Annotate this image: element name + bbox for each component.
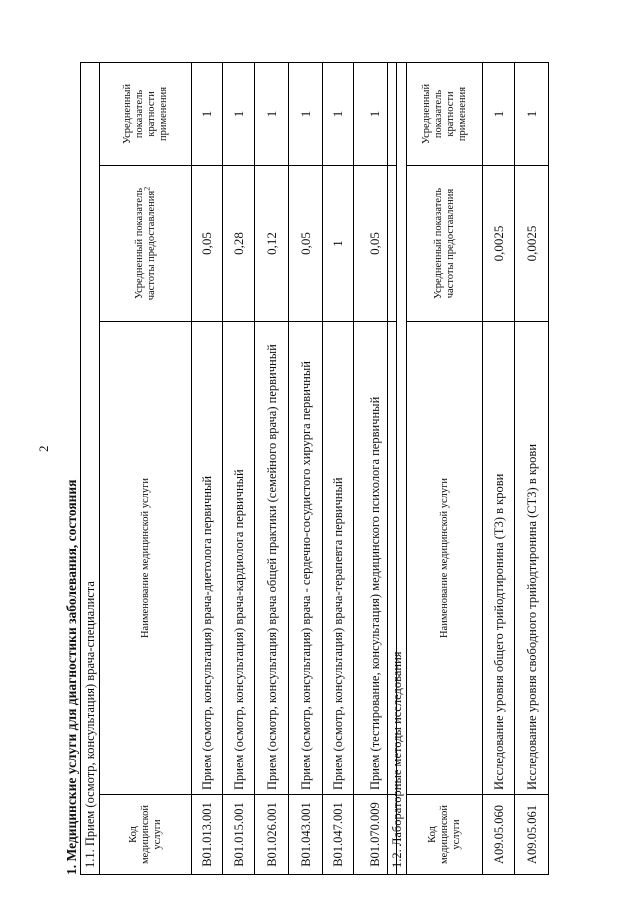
header-name: Наименование медицинской услуги <box>407 322 483 795</box>
table-row <box>289 62 323 874</box>
service-code: A09.05.061 <box>515 795 549 875</box>
footnote-marker: 2 <box>142 186 151 191</box>
multiplicity-value: 1 <box>354 62 397 165</box>
service-name: Прием (осмотр, консультация) врача общей практики (семейного врача) первичный <box>255 322 289 795</box>
service-code: A09.05.060 <box>483 795 515 875</box>
multiplicity-value: 1 <box>515 62 549 165</box>
header-frequency: Усредненный показатель частоты предоставления <box>407 166 483 322</box>
table-row <box>192 62 223 874</box>
service-code: B01.047.001 <box>323 795 354 875</box>
subsection-title: 1.2. Лабораторные методы исследования <box>388 62 407 874</box>
table-row <box>515 62 549 874</box>
frequency-value: 0,05 <box>192 166 223 322</box>
service-code: B01.070.009 <box>354 795 397 875</box>
subsection-title: 1.1. Прием (осмотр, консультация) врача-специалиста <box>81 62 100 874</box>
table-laboratory-methods <box>387 62 549 875</box>
header-frequency <box>100 166 192 322</box>
table-row <box>255 62 289 874</box>
section-title: 1. Медицинские услуги для диагностики заболевания, состояния <box>64 479 79 875</box>
header-frequency-text: Усредненный показатель частоты предоставления <box>133 187 157 301</box>
frequency-value: 1 <box>323 166 354 322</box>
service-name: Исследование уровня общего трийодтиронина (Т3) в крови <box>483 322 515 795</box>
multiplicity-value: 1 <box>289 62 323 165</box>
multiplicity-value: 1 <box>483 62 515 165</box>
table-row <box>483 62 515 874</box>
service-name: Прием (осмотр, консультация) врача-терапевта первичный <box>323 322 354 795</box>
header-name: Наименование медицинской услуги <box>100 322 192 795</box>
frequency-value: 0,28 <box>223 166 255 322</box>
multiplicity-value: 1 <box>255 62 289 165</box>
header-code: Код медицинской услуги <box>407 795 483 875</box>
header-code: Код медицинской услуги <box>100 795 192 875</box>
header-multiplicity: Усредненный показатель кратности применения <box>100 62 192 165</box>
table-header-row <box>407 62 483 874</box>
page-number: 2 <box>36 445 51 452</box>
frequency-value: 0,05 <box>289 166 323 322</box>
frequency-value: 0,05 <box>354 166 397 322</box>
table-row <box>323 62 354 874</box>
header-multiplicity: Усредненный показатель кратности применения <box>407 62 483 165</box>
service-code: B01.013.001 <box>192 795 223 875</box>
frequency-value: 0,12 <box>255 166 289 322</box>
table-row <box>223 62 255 874</box>
multiplicity-value: 1 <box>323 62 354 165</box>
service-name: Прием (осмотр, консультация) врача-кардиолога первичный <box>223 322 255 795</box>
rotated-page-content <box>64 63 640 875</box>
service-name: Прием (осмотр, консультация) врача - сердечно-сосудистого хирурга первичный <box>289 322 323 795</box>
service-name: Исследование уровня свободного трийодтиронина (СТ3) в крови <box>515 322 549 795</box>
service-code: B01.015.001 <box>223 795 255 875</box>
table-specialist-consultations <box>80 62 397 875</box>
multiplicity-value: 1 <box>223 62 255 165</box>
service-code: B01.043.001 <box>289 795 323 875</box>
service-name: Прием (тестирование, консультация) медицинского психолога первичный <box>354 322 397 795</box>
service-name: Прием (осмотр, консультация) врача-диетолога первичный <box>192 322 223 795</box>
frequency-value: 0,0025 <box>483 166 515 322</box>
frequency-value: 0,0025 <box>515 166 549 322</box>
table-header-row <box>100 62 192 874</box>
service-code: B01.026.001 <box>255 795 289 875</box>
multiplicity-value: 1 <box>192 62 223 165</box>
